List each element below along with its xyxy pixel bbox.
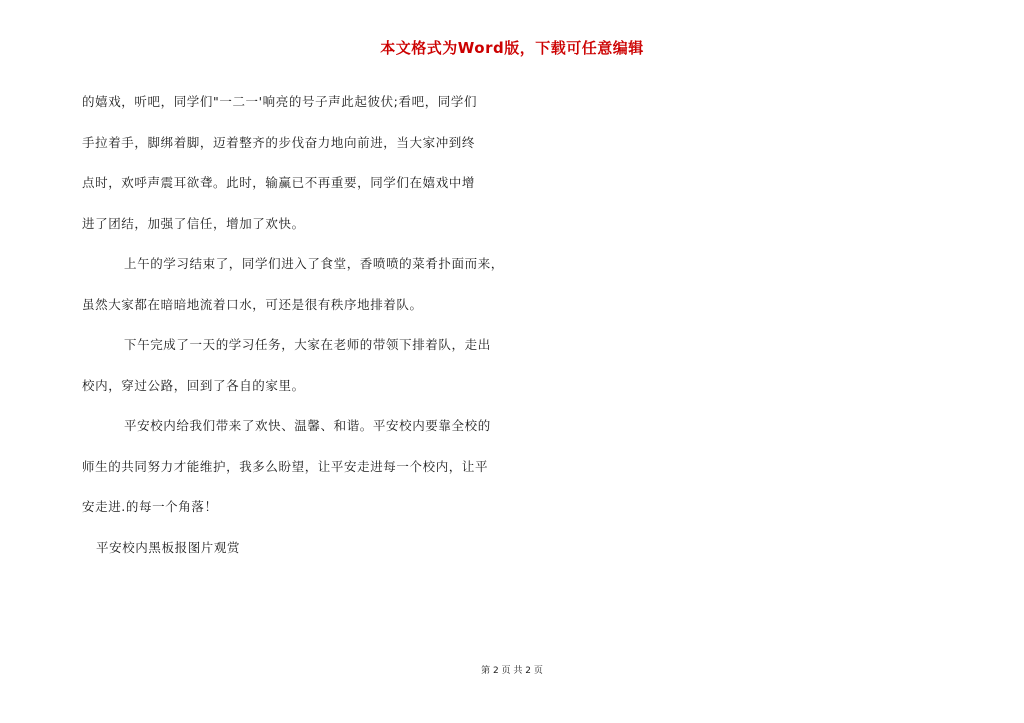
body-line: 上午的学习结束了，同学们进入了食堂，香喷喷的菜肴扑面而来， [124,256,504,271]
body-line: 平安校内给我们带来了欢快、温馨、和谐。平安校内要靠全校的 [124,418,491,433]
body-line: 进了团结，加强了信任，增加了欢快。 [82,215,305,231]
document-header-title: 本文格式为Word版，下载可任意编辑 [380,39,644,57]
body-line: 的嬉戏，听吧，同学们"一二一'响亮的号子声此起彼伏;看吧，同学们 [82,94,478,109]
body-line: 下午完成了一天的学习任务，大家在老师的带领下排着队，走出 [124,337,491,352]
body-line: 手拉着手，脚绑着脚，迈着整齐的步伐奋力地向前进，当大家冲到终 [82,134,476,150]
body-line: 安走进.的每一个角落！ [82,499,218,514]
body-line: 师生的共同努力才能维护，我多么盼望，让平安走进每一个校内，让平 [82,458,489,474]
body-line: 点时，欢呼声震耳欲聋。此时，输赢已不再重要，同学们在嬉戏中增 [82,175,476,190]
page-number: 第 2 页 共 2 页 [481,666,543,676]
document-body [82,82,512,568]
image-caption: 平安校内黑板报图片观赏 [96,539,241,555]
body-line: 虽然大家都在暗暗地流着口水，可还是很有秩序地排着队。 [82,296,423,312]
body-line: 校内，穿过公路，回到了各自的家里。 [82,377,305,393]
